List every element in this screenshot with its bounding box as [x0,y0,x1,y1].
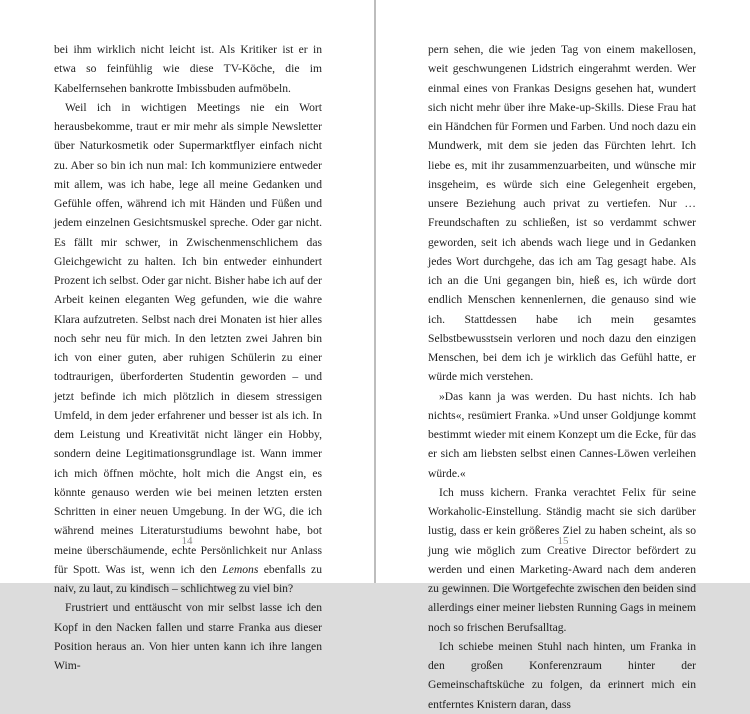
paragraph: Ich schiebe meinen Stuhl nach hinten, um Franka in den großen Konferenzraum hinter der Gemeinschaftsküche zu folgen, da erinnert mich ein entferntes Knistern daran, dass [428,639,696,711]
left-page-text [54,40,322,675]
paragraph: pern sehen, die wie jeden Tag von einem makellosen, weit geschwungenen Lidstrich eingerahmt werden. Wer einmal eines von Frankas Designs gesehen hat, wundert sich nicht mehr über ihre Make-up-Skills. Diese Frau hat ein Händchen für Formen und Farben. Und noch dazu ein Mundwerk, mit dem sie jeden das Fürchten lehrt. Ich liebe es, mit ihr zusammenzuarbeiten, und wünsche mir insgeheim, es würde sich eine Gelegenheit ergeben, unsere Beziehung auch privat zu vertiefen. Nur … Freundschaften zu schließen, ist so verdammt schwer geworden, seit ich abends wach liege und in Gedanken jedes Wort durchgehe, das ich am Tag gesagt habe. Als ich an die Uni gegangen bin, hieß es, ich würde dort endlich Menschen kennenlernen, die genauso sind wie ich. Stattdessen habe ich mein gesamtes Selbstbewusstsein verloren und noch dazu den einzigen Menschen, bei dem ich je wirklich das Gefühl hatte, er würde mich verstehen. [428,43,696,384]
paragraph-text-tail: ebenfalls zu naiv, zu laut, zu kindisch – schlichtweg zu viel bin? [54,562,322,595]
page-number: 15 [557,535,569,547]
italic-title: Lemons [222,562,259,576]
right-page [376,0,750,711]
right-page-text [428,40,696,714]
paragraph [54,98,322,599]
left-page [0,0,374,672]
paragraph: »Das kann ja was werden. Du hast nichts. Ich hab nichts«, resümiert Franka. »Und unser Goldjunge kommt bestimmt wieder mit einem Konzept um die Ecke, für das er sich am liebsten selbst einen Cannes-Löwen verleihen würde.« [428,389,696,480]
paragraph-text: Weil ich in wichtigen Meetings nie ein Wort herausbekomme, traut er mir mehr als simple Newsletter über Naturkosmetik oder Supermarktflyer einfach nicht zu. Aber so bin ich nun mal: Ich kommuniziere entweder mit allem, was ich habe, lege all meine Gedanken und Gefühle offen, während ich mit Händen und Füßen und jedem einzelnen Gesichtsmuskel spreche. Oder gar nicht. Es fällt mir schwer, in Zwischenmenschlichem das Gleichgewicht zu halten. Ich bin entweder einhundert Prozent ich selbst. Oder gar nicht. Bisher habe ich auf der Arbeit keinen eleganten Weg gefunden, wie die wahre Klara aufzutreten. Selbst nach drei Monaten ist hier alles noch sehr neu für mich. In den letzten zwei Jahren bin ich von einer guten, aber ruhigen Schülerin zu einer todtraurigen, überforderten Studentin geworden – und jetzt befinde ich mich plötzlich in diesem stressigen Umfeld, in dem jeder erfahrener und besser ist als ich. In dem Leistung und Kreativität nicht länger ein Hobby, sondern deine Legitimationsgrundlage ist. Wann immer ich mich öffnen möchte, holt mich die Angst ein, es könnte genauso werden wie bei meinen letzten ersten Schritten in einer neuen Umgebung. In der WG, die ich während meines Literaturstudiums bewohnt habe, bot meine überschäumende, echte Persönlichkeit nur Anlass für Spott. Was ist, wenn ich den [54,100,322,576]
paragraph: bei ihm wirklich nicht leicht ist. Als Kritiker ist er in etwa so feinfühlig wie diese TV-Köche, die im Kabelfernsehen bankrotte Imbissbuden aufmöbeln. [54,43,322,95]
paragraph: Ich muss kichern. Franka verachtet Felix für seine Workaholic-Einstellung. Ständig macht sie sich darüber lustig, dass er kein größeres Ziel zu haben scheint, als so jung wie möglich zum Creative Director befördert zu werden und einen Marketing-Award nach dem anderen zu gewinnen. Die Wortgefechte zwischen den beiden sind allerdings einer meiner liebsten Running Gags in meinem noch so frischen Berufsalltag. [428,485,696,634]
paragraph: Frustriert und enttäuscht von mir selbst lasse ich den Kopf in den Nacken fallen und starre Franka aus dieser Position heraus an. Von hier unten kann ich ihre langen Wim- [54,601,322,672]
page-number: 14 [181,535,193,547]
